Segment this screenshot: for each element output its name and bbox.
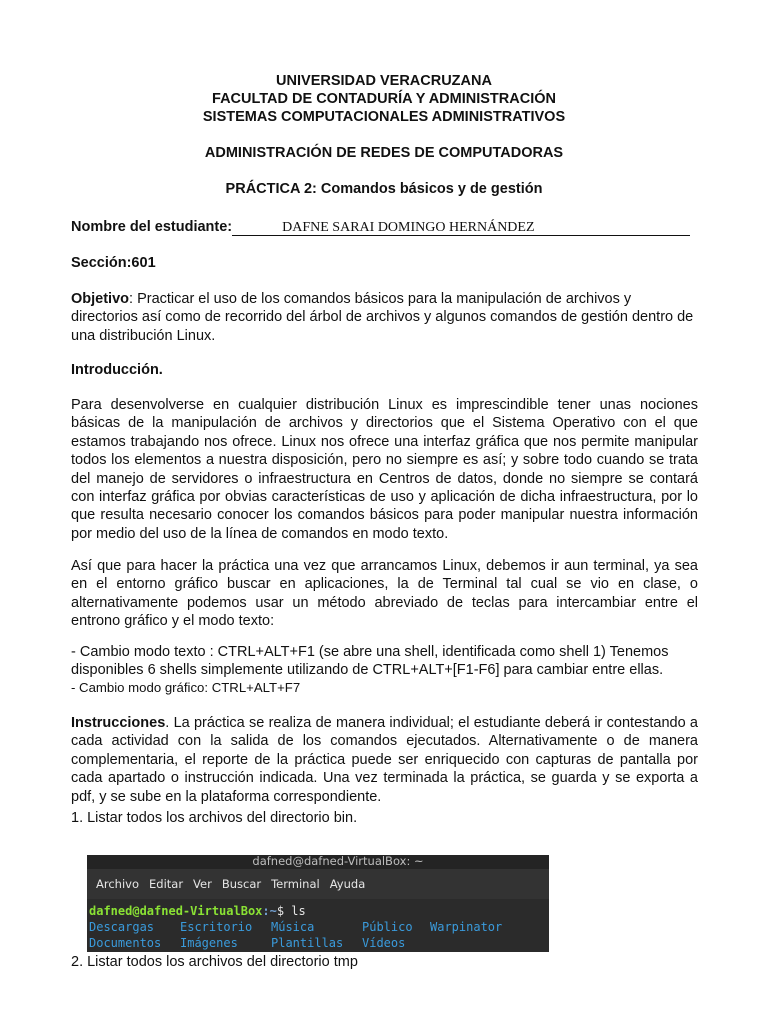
intro-paragraph-2: Así que para hacer la práctica una vez que arrancamos Linux, debemos ir aun terminal, ya sea en el entorno gráfico buscar en aplicaciones, la de Terminal tal cual se vio en clase, o alternativamente podemos usar un método abreviado de teclas para intercambiar entre el entrono gráfico y el modo texto: (71, 558, 698, 630)
intro-heading: Introducción. (71, 362, 163, 378)
objective-label: Objetivo (71, 291, 130, 307)
menu-buscar: Buscar (221, 877, 262, 891)
ls-item: Vídeos (362, 936, 406, 950)
menu-terminal: Terminal (271, 877, 320, 891)
terminal-body (87, 899, 549, 951)
program-name: SISTEMAS COMPUTACIONALES ADMINISTRATIVOS (202, 109, 566, 125)
instructions-paragraph (71, 714, 698, 806)
prompt-user: dafned@dafned-VirtualBox (89, 904, 263, 918)
course-title: ADMINISTRACIÓN DE REDES DE COMPUTADORAS (204, 145, 564, 161)
menu-archivo: Archivo (96, 877, 139, 891)
ls-item: Escritorio (180, 920, 253, 934)
ls-item: Imágenes (180, 936, 238, 950)
faculty-name: FACULTAD DE CONTADURÍA Y ADMINISTRACIÓN (212, 91, 556, 107)
task-1: 1. Listar todos los archivos del directorio bin. (71, 810, 358, 826)
terminal-prompt-line (89, 903, 547, 919)
student-name: DAFNE SARAI DOMINGO HERNÁNDEZ (232, 221, 690, 236)
ls-item: Descargas (89, 920, 155, 934)
terminal-menubar (87, 869, 549, 899)
section-label: Sección:601 (71, 255, 156, 271)
terminal-screenshot (87, 855, 549, 952)
prompt-path: :~ (262, 904, 277, 918)
ls-item: Warpinator (430, 920, 503, 934)
text-mode-shortcut: - Cambio modo texto : CTRL+ALT+F1 (se abre una shell, identificada como shell 1) Tenemos disponibles 6 shells simplemente utilizando de CTRL+ALT+[F1-F6] para cambiar entre ellas. (71, 644, 669, 679)
menu-ayuda: Ayuda (329, 877, 366, 891)
practice-title: PRÁCTICA 2: Comandos básicos y de gestión (225, 181, 543, 197)
document-header (0, 72, 768, 198)
prompt-command: $ ls (276, 904, 306, 918)
task-2: 2. Listar todos los archivos del directorio tmp (71, 954, 358, 970)
student-label: Nombre del estudiante: (71, 219, 233, 235)
instructions-label: Instrucciones (71, 715, 166, 731)
ls-item: Público (362, 920, 413, 934)
objective-text: : Practicar el uso de los comandos básicos para la manipulación de archivos y directorios así como de recorrido del árbol de archivos y algunos comandos de gestión dentro de una distribución Linux. (71, 291, 694, 344)
terminal-title: dafned@dafned-VirtualBox: ~ (87, 855, 549, 869)
instructions-text: . La práctica se realiza de manera individual; el estudiante deberá ir contestando a cada actividad con la salida de los comandos ejecutados. Alternativamente o de manera complementaria, el reporte de la práctica puede ser enriquecido con capturas de pantalla por cada apartado o instrucción indicada. Una vez terminada la práctica, se guarda y se exporta a pdf, y se sube en la plataforma correspondiente. (71, 715, 698, 805)
ls-item: Música (271, 920, 315, 934)
intro-paragraph-1: Para desenvolverse en cualquier distribución Linux es imprescindible tener unas nociones básicas de la manipulación de archivos y directorios que el Sistema Operativo con el que estamos trabajando nos ofrece. Linux nos ofrece una interfaz gráfica que nos permite manipular todos los elementos a nuestra disposición, pero no siempre es así; y sobre todo cuando se trata del manejo de servidores o infraestructura en Centros de datos, donde no siempre se contará con interfaz gráfica por obvias características de uso y aplicación de dicha infraestructura, por lo que resulta necesario conocer los comandos básicos para poder manipular nuestra información por medio del uso de la línea de comandos en modo texto. (71, 397, 698, 542)
ls-item: Documentos (89, 936, 162, 950)
ls-item: Plantillas (271, 936, 344, 950)
student-line (71, 218, 698, 236)
ls-output (89, 919, 547, 951)
objective-paragraph (71, 290, 698, 345)
university-name: UNIVERSIDAD VERACRUZANA (276, 73, 492, 89)
menu-ver: Ver (193, 877, 212, 891)
menu-editar: Editar (149, 877, 184, 891)
graphic-mode-shortcut: - Cambio modo gráfico: CTRL+ALT+F7 (71, 680, 301, 695)
